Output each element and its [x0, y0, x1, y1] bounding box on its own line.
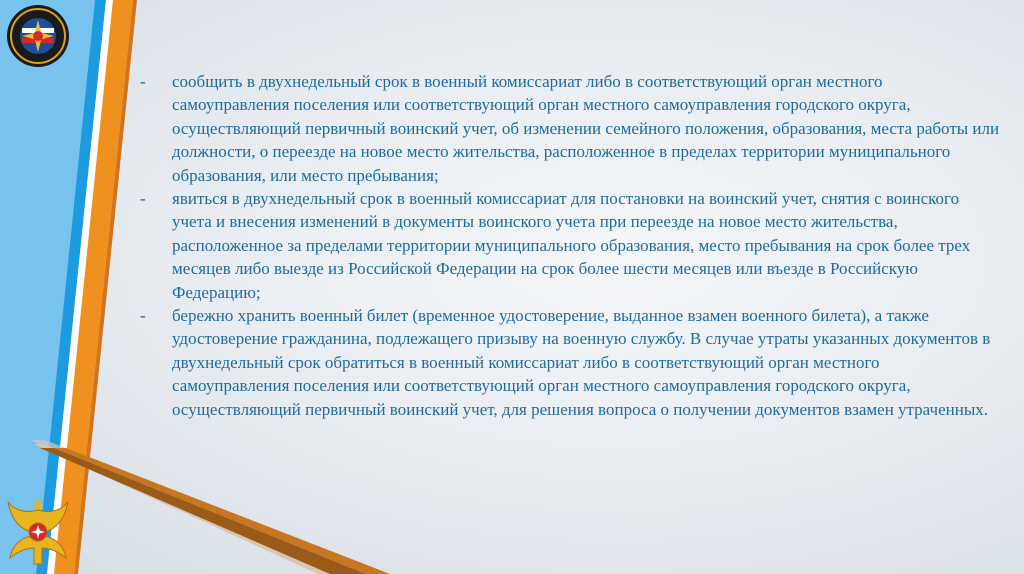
list-item-text: сообщить в двухнедельный срок в военный комиссариат либо в соответствующий орган местного самоуправления поселения или соответствующий орган местного самоуправления городского округа, осуществляющий первичный воинский учет, об изменении семейного положения, образования, места работы или должности, о переезде на новое место жительства, расположенное в пределах территории муниципального образования, или место пребывания; [172, 72, 1000, 185]
list-item [140, 70, 1000, 187]
list-bullet: - [140, 306, 146, 326]
mchs-eagle-emblem-icon [6, 492, 70, 572]
stripe-bottom-orange [54, 448, 390, 574]
list-item-text: бережно хранить военный билет (временное удостоверение, выданное взамен военного билета), а также удостоверение гражданина, подлежащего призыву на военную службу. В случае утраты указанных документов в двухнедельный срок обратиться в военный комиссариат либо в соответствующий орган местного самоуправления поселения или соответствующий орган местного самоуправления городского округа, осуществляющий первичный воинский учет, для решения вопроса о получении документов взамен утраченных. [172, 306, 991, 419]
mchs-logo-icon [6, 4, 70, 68]
stripe-bottom-brown [40, 448, 366, 574]
content-list [140, 70, 1000, 421]
list-item [140, 187, 1000, 304]
list-bullet: - [140, 72, 146, 91]
list-bullet: - [140, 189, 146, 209]
list-item [140, 304, 1000, 421]
list-item-text: явиться в двухнедельный срок в военный комиссариат для постановки на воинский учет, снятия с воинского учета и внесения изменений в документы воинского учета при переезде на новое место жительства, расположенное за пределами территории муниципального образования, место пребывания на срок более трех месяцев либо выезде из Российской Федерации на срок более шести месяцев или въезде в Российскую Федерацию; [172, 189, 971, 302]
